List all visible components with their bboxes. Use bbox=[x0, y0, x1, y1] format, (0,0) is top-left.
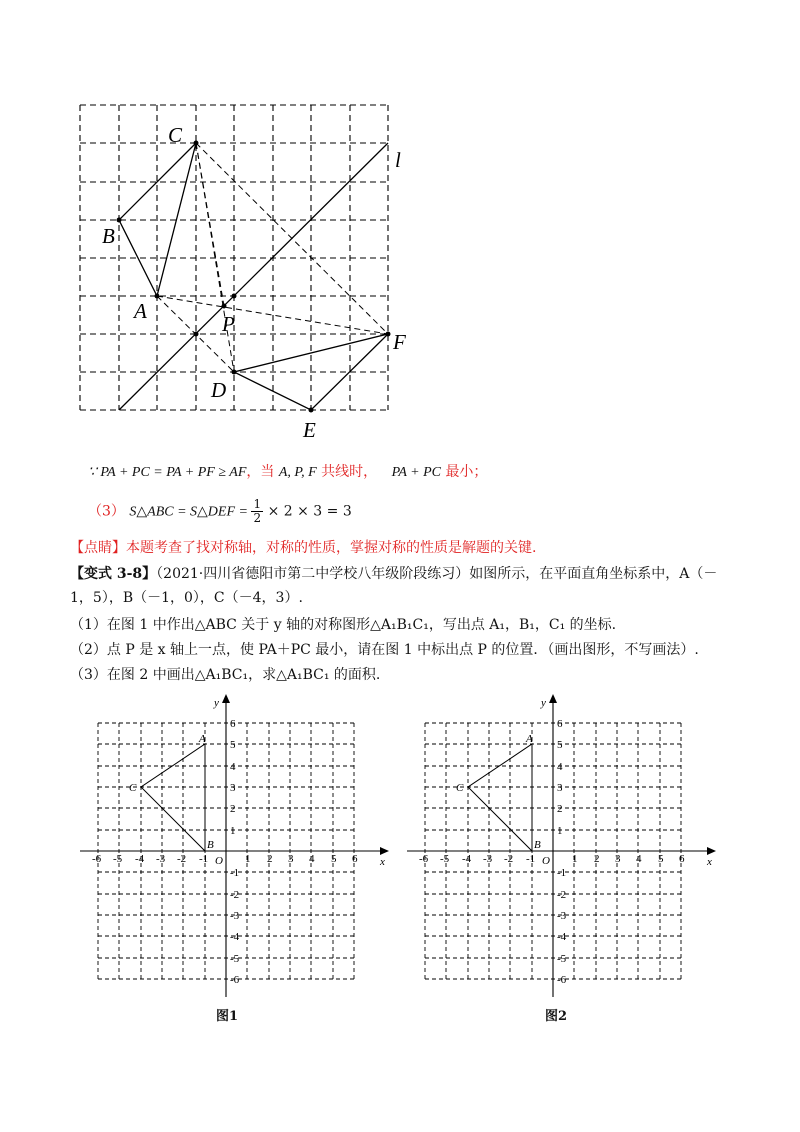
y-axis-label: y bbox=[541, 697, 546, 709]
y-axis-arrow bbox=[222, 694, 230, 703]
when-text: 当 bbox=[260, 464, 275, 480]
x-tick: 3 bbox=[288, 853, 294, 865]
y-axis-label: y bbox=[214, 697, 219, 709]
x-axis-label: x bbox=[380, 856, 385, 868]
coordinate-grid-1 bbox=[75, 690, 395, 1005]
y-tick: 2 bbox=[230, 803, 236, 815]
x-tick: -4 bbox=[135, 853, 145, 865]
question-1: （1）在图 1 中作出△ABC 关于 y 轴的对称图形△A₁B₁C₁，写出点 A₁，B₁，C₁ 的坐标. bbox=[70, 617, 617, 633]
label-d: D bbox=[211, 378, 227, 402]
question-2: （2）点 P 是 x 轴上一点，使 PA＋PC 最小，请在图 1 中标出点 P 的位置．（画出图形，不写画法）. bbox=[70, 642, 699, 658]
y-tick: -3 bbox=[230, 910, 240, 922]
top-grid bbox=[80, 105, 388, 410]
triangle-abc bbox=[468, 744, 532, 851]
label-a: A bbox=[134, 299, 147, 323]
y-tick: -2 bbox=[230, 889, 240, 901]
y-tick: -2 bbox=[557, 889, 567, 901]
x-tick: -3 bbox=[156, 853, 166, 865]
x-tick: -1 bbox=[199, 853, 209, 865]
label-e: E bbox=[303, 418, 316, 442]
y-tick: 2 bbox=[557, 803, 563, 815]
label-p: P bbox=[222, 312, 235, 336]
label-c: C bbox=[168, 123, 183, 147]
y-tick: 3 bbox=[557, 782, 563, 794]
y-tick: 6 bbox=[230, 718, 236, 730]
y-tick: 1 bbox=[230, 825, 236, 837]
x-tick: -6 bbox=[92, 853, 102, 865]
x-tick: -6 bbox=[419, 853, 429, 865]
x-tick: 1 bbox=[572, 853, 578, 865]
y-tick: 3 bbox=[230, 782, 236, 794]
point-a-label: A bbox=[199, 733, 206, 745]
x-axis-arrow bbox=[380, 847, 389, 855]
x-tick: -1 bbox=[526, 853, 536, 865]
x-axis-arrow bbox=[707, 847, 716, 855]
point-b-label: B bbox=[207, 839, 214, 851]
x-tick: -3 bbox=[483, 853, 493, 865]
triangle-abc bbox=[141, 744, 205, 851]
part3-line: （3） S△ABC = S△DEF = $\frac{1}{2}$ × 2 × 3 = 3 bbox=[88, 497, 352, 525]
y-tick: 1 bbox=[557, 825, 563, 837]
x-tick: 4 bbox=[309, 853, 315, 865]
y-tick: -4 bbox=[230, 931, 240, 943]
y-tick: -5 bbox=[557, 953, 567, 965]
variant-line1: 【变式 3-8】（2021·四川省德阳市第二中学校八年级阶段练习）如图所示，在平面直角坐标系中，A（－ bbox=[70, 566, 718, 582]
label-b: B bbox=[102, 224, 115, 248]
point-b-label: B bbox=[534, 839, 541, 851]
y-tick: 5 bbox=[557, 739, 563, 751]
x-tick: 3 bbox=[615, 853, 621, 865]
y-tick: 5 bbox=[230, 739, 236, 751]
label-l: l bbox=[395, 148, 401, 172]
origin-label: O bbox=[542, 855, 550, 867]
top-figure bbox=[70, 95, 430, 445]
x-tick: -5 bbox=[113, 853, 123, 865]
point-c-label: C bbox=[456, 782, 464, 794]
x-tick: 5 bbox=[658, 853, 664, 865]
x-axis-label: x bbox=[707, 856, 712, 868]
point-a-label: A bbox=[526, 733, 533, 745]
y-tick: 6 bbox=[557, 718, 563, 730]
x-tick: -2 bbox=[177, 853, 187, 865]
x-tick: -5 bbox=[440, 853, 450, 865]
x-tick: 6 bbox=[679, 853, 685, 865]
origin-label: O bbox=[215, 855, 223, 867]
y-tick: 4 bbox=[230, 761, 236, 773]
x-tick: 2 bbox=[267, 853, 273, 865]
y-tick: -1 bbox=[557, 867, 567, 879]
line-l bbox=[119, 143, 388, 410]
x-tick: -4 bbox=[462, 853, 472, 865]
y-tick: -5 bbox=[230, 953, 240, 965]
variant-line2: 1，5），B（－1，0），C（－4，3）. bbox=[70, 590, 303, 606]
x-tick: 1 bbox=[245, 853, 251, 865]
because-expression: ∵ PA + PC = PA + PF ≥ AF bbox=[88, 465, 247, 480]
y-tick: -1 bbox=[230, 867, 240, 879]
y-tick: -3 bbox=[557, 910, 567, 922]
dianjing-line: 【点睛】本题考查了找对称轴，对称的性质，掌握对称的性质是解题的关键. bbox=[70, 540, 537, 556]
because-line: ∵ PA + PC = PA + PF ≥ AF，当 A, P, F 共线时， PA + PC 最小； bbox=[88, 464, 488, 480]
y-axis-arrow bbox=[549, 694, 557, 703]
y-tick: -6 bbox=[230, 974, 240, 986]
y-tick: -6 bbox=[557, 974, 567, 986]
x-tick: 4 bbox=[636, 853, 642, 865]
x-tick: -2 bbox=[504, 853, 514, 865]
x-tick: 6 bbox=[352, 853, 358, 865]
figure-caption-1: 图1 bbox=[216, 1009, 239, 1024]
point-c-label: C bbox=[129, 782, 137, 794]
x-tick: 5 bbox=[331, 853, 337, 865]
y-tick: -4 bbox=[557, 931, 567, 943]
label-f: F bbox=[393, 330, 406, 354]
question-3: （3）在图 2 中画出△A₁BC₁，求△A₁BC₁ 的面积. bbox=[70, 667, 381, 683]
y-tick: 4 bbox=[557, 761, 563, 773]
fraction: $\frac{1}{2}$ bbox=[253, 497, 262, 525]
coordinate-grid-2 bbox=[402, 690, 722, 1005]
figure-caption-2: 图2 bbox=[545, 1009, 568, 1024]
x-tick: 2 bbox=[594, 853, 600, 865]
